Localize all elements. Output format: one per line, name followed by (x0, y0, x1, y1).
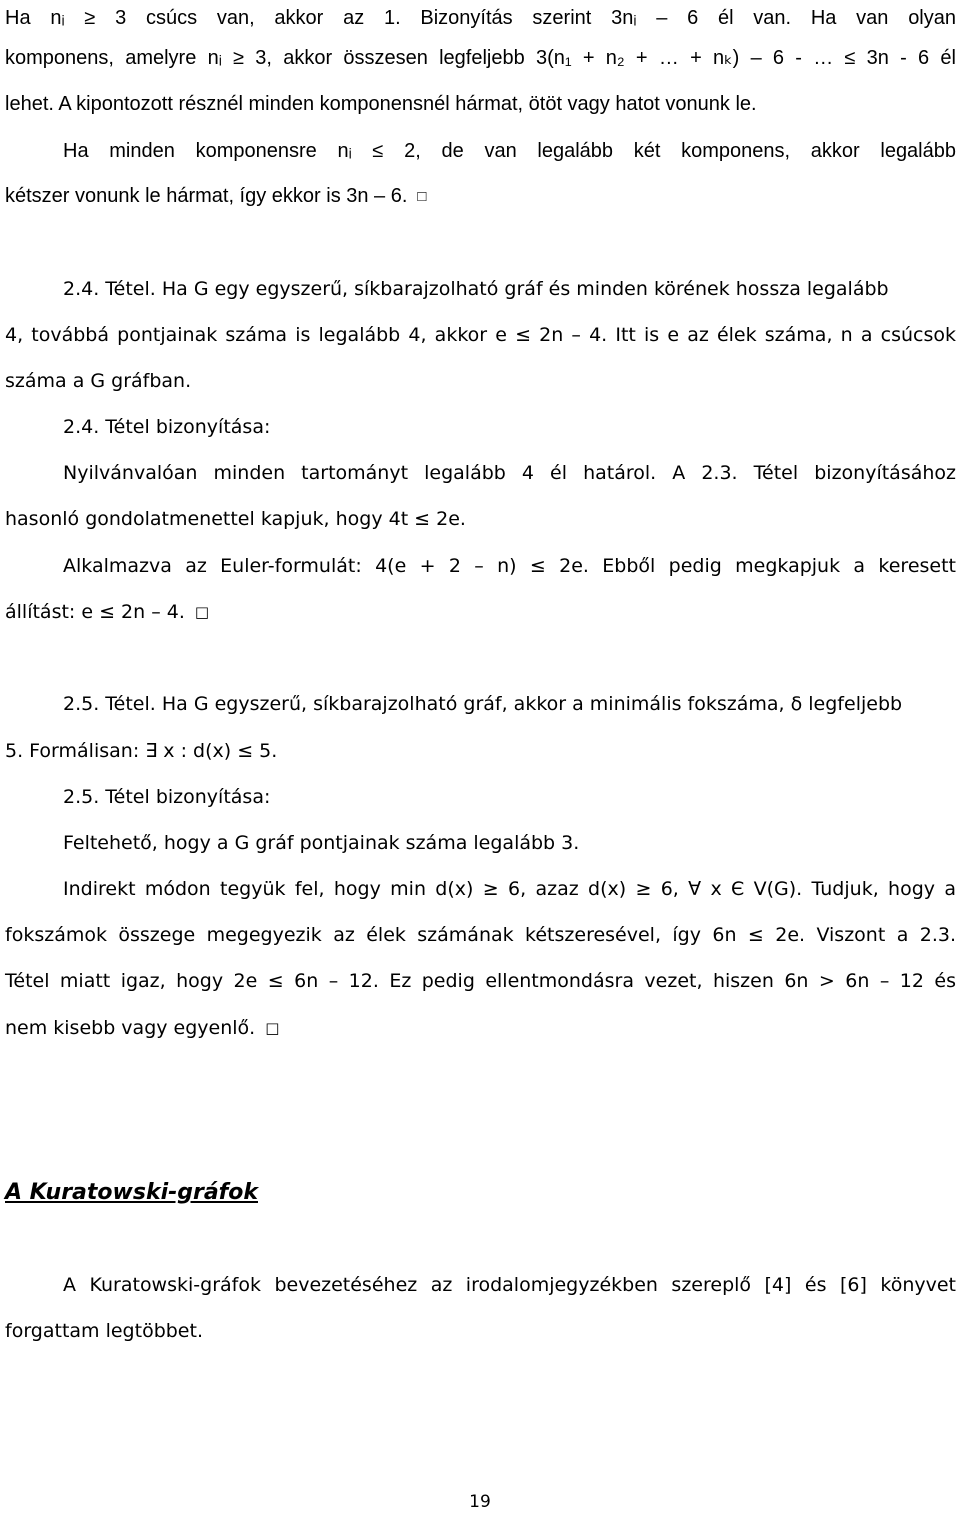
text-line-3: lehet. A kipontozott résznél minden komponensnél hármat, ötöt vagy hatot vonunk le. (5, 93, 757, 115)
proof-2-5-title: 2.5. Tétel bizonyítása: (63, 786, 271, 808)
proof-2-4-line-4-content: állítást: e ≤ 2n – 4. (5, 601, 185, 623)
theorem-2-5-line-2: 5. Formálisan: ∃ x : d(x) ≤ 5. (5, 740, 278, 762)
theorem-2-5-line-1 (63, 691, 956, 717)
text-line-4: Ha minden komponensre nᵢ ≤ 2, de van legalább két komponens, akkor legalább (63, 140, 956, 162)
text-line-2: komponens, amelyre nᵢ ≥ 3, akkor összesen legfeljebb 3(n₁ + n₂ + … + nₖ) – 6 - … ≤ 3n - 6 él (5, 47, 956, 69)
proof-2-4-title: 2.4. Tétel bizonyítása: (63, 416, 271, 438)
qed-icon: □ (265, 1019, 280, 1037)
theorem-2-4-line-2: 4, továbbá pontjainak száma is legalább 4, akkor e ≤ 2n – 4. Itt is e az élek száma, n a csúcsok (5, 324, 956, 346)
proof-2-5-line-1: Feltehető, hogy a G gráf pontjainak száma legalább 3. (63, 832, 580, 854)
theorem-2-5-label: 2.5. Tétel. (63, 693, 156, 715)
theorem-2-4-label: 2.4. Tétel. (63, 278, 156, 300)
qed-icon: □ (417, 188, 427, 205)
proof-2-5-line-5-content: nem kisebb vagy egyenlő. (5, 1017, 256, 1039)
theorem-2-4-line-1 (63, 276, 956, 302)
section-heading: A Kuratowski-gráfok (5, 1180, 258, 1205)
theorem-2-4-statement: Ha G egy egyszerű, síkbarajzolható gráf és minden körének hossza legalább (161, 278, 889, 300)
qed-icon: □ (194, 603, 210, 621)
proof-2-5-line-5 (5, 1015, 956, 1041)
proof-2-5-line-4: Tétel miatt igaz, hogy 2e ≤ 6n – 12. Ez pedig ellentmondásra vezet, hiszen 6n > 6n – 12 és (5, 970, 956, 992)
proof-2-4-line-3: Alkalmazva az Euler-formulát: 4(e + 2 – n) ≤ 2e. Ebből pedig megkapjuk a keresett (63, 555, 956, 577)
page-number: 19 (469, 1492, 491, 1512)
paragraph-line-1: A Kuratowski-gráfok bevezetéséhez az irodalomjegyzékben szereplő [4] és [6] könyvet (63, 1274, 956, 1296)
proof-2-4-line-4 (5, 599, 956, 625)
text-line-5-content: kétszer vonunk le hármat, így ekkor is 3n – 6. (5, 185, 408, 207)
text-line-5 (5, 183, 956, 210)
proof-2-5-line-2: Indirekt módon tegyük fel, hogy min d(x) ≥ 6, azaz d(x) ≥ 6, ∀ x Є V(G). Tudjuk, hogy a (63, 878, 956, 900)
paragraph-line-2: forgattam legtöbbet. (5, 1320, 203, 1342)
text-line-1: Ha nᵢ ≥ 3 csúcs van, akkor az 1. Bizonyítás szerint 3nᵢ – 6 él van. Ha van olyan (5, 7, 956, 29)
theorem-2-5-statement: Ha G egyszerű, síkbarajzolható gráf, akkor a minimális fokszáma, δ legfeljebb (161, 693, 903, 715)
proof-2-5-line-3: fokszámok összege megegyezik az élek számának kétszeresével, így 6n ≤ 2e. Viszont a 2.3. (5, 924, 956, 946)
proof-2-4-line-2: hasonló gondolatmenettel kapjuk, hogy 4t ≤ 2e. (5, 508, 466, 530)
proof-2-4-line-1: Nyilvánvalóan minden tartományt legalább 4 él határol. A 2.3. Tétel bizonyításához (63, 462, 956, 484)
theorem-2-4-line-3: száma a G gráfban. (5, 370, 192, 392)
